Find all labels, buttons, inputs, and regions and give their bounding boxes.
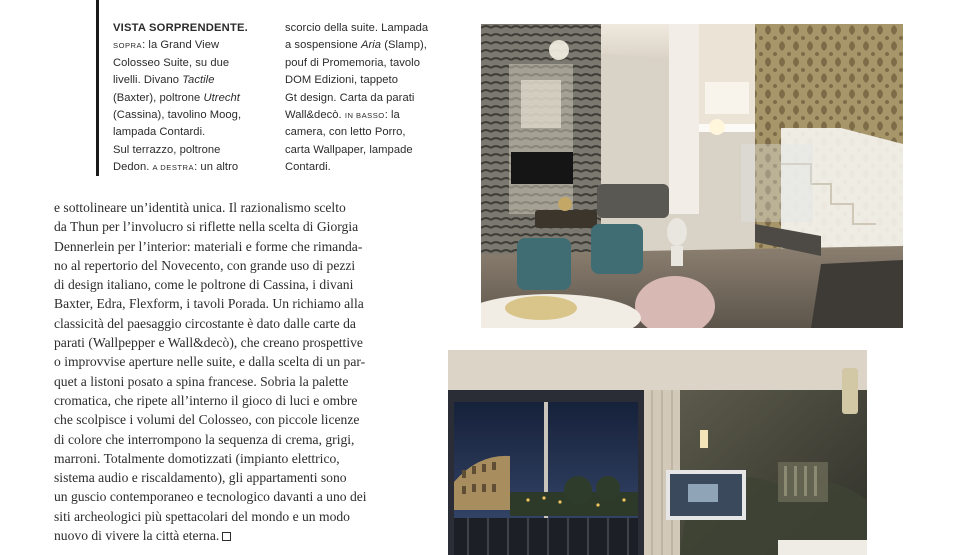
suite-interior-photo <box>481 24 903 328</box>
caption-text: : la <box>384 109 400 122</box>
article-line: di design italiano, come le poltrone di Cassina, i divani <box>54 277 354 293</box>
article-line: parati (Wallpepper e Wall&decò), che creano prospettive <box>54 335 363 351</box>
article-line: marroni. Totalmente domotizzati (impianto elettrico, <box>54 450 340 466</box>
caption-line <box>113 90 281 107</box>
bedroom-illustration <box>448 350 867 555</box>
caption-text: (Slamp), <box>381 39 427 52</box>
article-body <box>54 198 426 545</box>
article-line-text: nuovo di vivere la città eterna. <box>54 528 220 544</box>
caption-line <box>285 90 460 107</box>
caption-text: Gt design. Carta da parati <box>285 91 415 104</box>
caption-text: (Cassina), tavolino Moog, <box>113 109 242 122</box>
caption-text: : la Grand View <box>142 39 220 52</box>
caption-line <box>285 37 460 54</box>
caption-text: (Baxter), poltrone <box>113 91 204 104</box>
article-line: Baxter, Edra, Flexform, i tavoli Porada. Un richiamo alla <box>54 296 364 312</box>
caption-line <box>113 159 281 176</box>
article-line: no al repertorio del Novecento, con grande uso di pezzi <box>54 257 356 273</box>
caption-rule <box>96 0 99 176</box>
article-line: che scolpisce i volumi del Colosseo, con piccole licenze <box>54 412 360 428</box>
caption-text: Wall&decò. <box>285 109 345 122</box>
caption-product-name: Aria <box>360 39 382 52</box>
suite-interior-illustration <box>481 24 903 328</box>
caption-line <box>113 72 281 89</box>
caption-line <box>285 55 460 72</box>
caption-line <box>113 142 281 159</box>
caption-text: Dedon. <box>113 161 153 174</box>
caption-text: Colosseo Suite, su due <box>113 56 230 69</box>
caption-position-label: A DESTRA <box>152 163 195 173</box>
article-line: siti archeologici più spettacolari del mondo e un modo <box>54 508 350 524</box>
caption-text: pouf di Promemoria, tavolo <box>285 56 420 69</box>
caption-line <box>285 72 460 89</box>
caption-text: camera, con letto Porro, <box>285 126 406 139</box>
article-line: di colore che interrompono la sequenza di crema, grigi, <box>54 431 355 447</box>
caption-product-name: Utrecht <box>203 91 240 104</box>
end-mark-icon <box>222 532 231 541</box>
caption-text: DOM Edizioni, tappeto <box>285 74 398 87</box>
article-line: classicità del paesaggio circostante è dato dalle carte da <box>54 315 356 331</box>
caption-line <box>285 20 460 37</box>
article-line: Dennerlein per l’interior: materiali e forme che rimanda- <box>54 238 363 254</box>
caption-line <box>285 107 460 124</box>
caption-text: Sul terrazzo, poltrone <box>113 143 221 156</box>
article-line: un guscio contemporaneo e tecnologico davanti a uno dei <box>54 489 367 505</box>
caption-column-1 <box>113 20 281 177</box>
bedroom-colosseo-photo <box>448 350 867 555</box>
caption-text: : un altro <box>194 161 239 174</box>
caption-heading: VISTA SORPRENDENTE. <box>113 22 248 34</box>
caption-position-label: IN BASSO <box>344 111 385 121</box>
article-line: quet a listoni posato a spina francese. Sobria la palette <box>54 373 349 389</box>
article-line: cromatica, che ripete all’interno il gioco di luci e ombre <box>54 392 358 408</box>
caption-text: carta Wallpaper, lampade <box>285 143 413 156</box>
caption-line <box>113 37 281 54</box>
caption-text: lampada Contardi. <box>113 126 206 139</box>
caption-line <box>113 107 281 124</box>
article-line-last <box>54 526 426 545</box>
caption-line <box>285 159 460 176</box>
caption-text: livelli. Divano <box>113 74 183 87</box>
article-line: o improvvise aperture nelle suite, e dalla scelta di un par- <box>54 354 366 370</box>
caption-text: a sospensione <box>285 39 361 52</box>
caption-text: scorcio della suite. Lampada <box>285 22 429 34</box>
caption-line <box>113 55 281 72</box>
article-line: da Thun per l’involucro si riflette nella scelta di Giorgia <box>54 219 359 235</box>
caption-product-name: Tactile <box>182 74 215 87</box>
article-line: e sottolineare un’identità unica. Il razionalismo scelto <box>54 200 346 215</box>
caption-line <box>113 124 281 141</box>
caption-column-2 <box>285 20 460 177</box>
caption-position-label: SOPRA <box>113 41 143 51</box>
caption-line <box>113 20 281 37</box>
caption-text: Contardi. <box>285 161 331 174</box>
caption-line <box>285 124 460 141</box>
article-line: sistema audio e riscaldamento), gli appartamenti sono <box>54 470 347 486</box>
caption-line <box>285 142 460 159</box>
